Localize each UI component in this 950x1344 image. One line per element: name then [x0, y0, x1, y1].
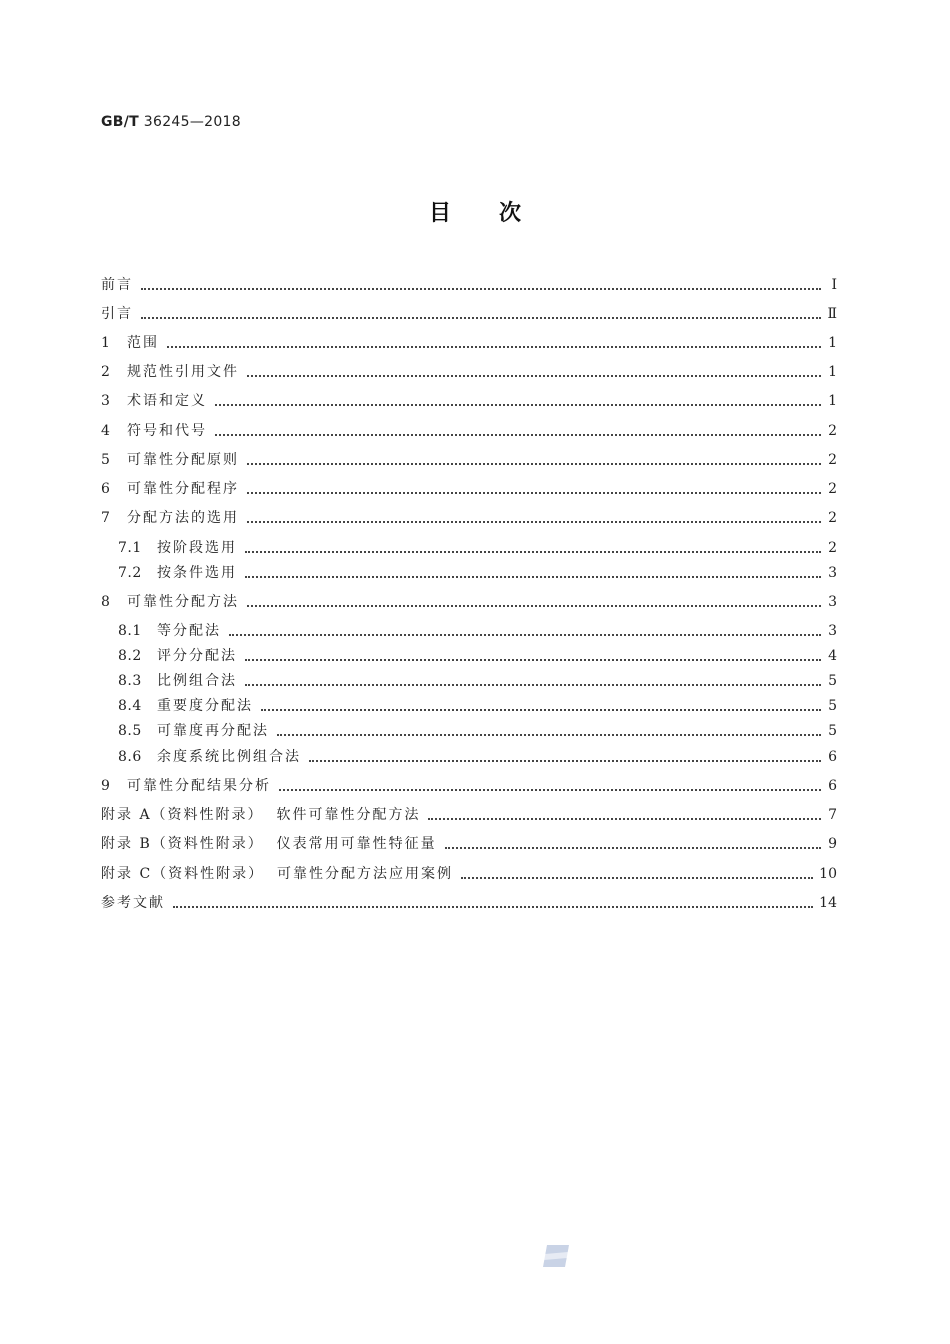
toc-entry-number: 7.1	[118, 540, 142, 556]
toc-entry-page: 4	[828, 648, 837, 664]
toc-leader-dots	[215, 420, 821, 442]
toc-entry-page: 1	[828, 364, 837, 380]
toc-leader-dots	[247, 478, 821, 500]
toc-entry-label: 重要度分配法	[157, 698, 253, 714]
toc-leader-dots	[247, 507, 821, 529]
toc-entry[interactable]	[118, 720, 837, 742]
toc-entry[interactable]	[101, 274, 837, 296]
toc-entry-label: 符号和代号	[127, 423, 207, 439]
toc-entry[interactable]	[118, 562, 837, 584]
toc-leader-dots	[445, 833, 821, 855]
toc-entry-label: 附录 B（资料性附录） 仪表常用可靠性特征量	[101, 836, 437, 852]
toc-entry-label: 范围	[127, 335, 159, 351]
toc-entry[interactable]	[101, 449, 837, 471]
toc-entry-label: 可靠性分配结果分析	[127, 778, 271, 794]
toc-entry-label: 可靠性分配方法	[127, 594, 239, 610]
toc-entry-page: 3	[828, 623, 837, 639]
toc-entry-page: Ⅱ	[827, 306, 837, 322]
toc-leader-dots	[245, 645, 821, 667]
toc-entry-page: 6	[828, 778, 837, 794]
toc-entry-number: 8.1	[118, 623, 142, 639]
toc-leader-dots	[428, 804, 821, 826]
toc-entry-page: 5	[828, 723, 837, 739]
toc-entry-number: 8.5	[118, 723, 142, 739]
toc-entry-number: 9	[101, 778, 111, 794]
toc-entry-page: 14	[819, 895, 837, 911]
toc-entry[interactable]	[118, 695, 837, 717]
toc-entry-label: 附录 C（资料性附录） 可靠性分配方法应用案例	[101, 866, 454, 882]
toc-entry-label: 等分配法	[157, 623, 221, 639]
toc-leader-dots	[461, 863, 813, 885]
toc-leader-dots	[167, 332, 821, 354]
toc-entry-number: 8.6	[118, 749, 142, 765]
toc-leader-dots	[173, 892, 813, 914]
toc-entry[interactable]	[101, 591, 837, 613]
toc-entry-page: Ⅰ	[831, 277, 837, 293]
toc-entry-number: 7	[101, 510, 111, 526]
toc-entry-page: 10	[819, 866, 837, 882]
toc-entry[interactable]	[101, 804, 837, 826]
toc-leader-dots	[245, 562, 821, 584]
toc-entry-page: 2	[828, 423, 837, 439]
toc-entry-page: 2	[828, 540, 837, 556]
toc-entry[interactable]	[101, 332, 837, 354]
sac-logo-icon	[541, 1243, 571, 1269]
toc-entry-number: 6	[101, 481, 111, 497]
toc-leader-dots	[277, 720, 821, 742]
toc-leader-dots	[247, 361, 821, 383]
toc-entry-page: 1	[828, 393, 837, 409]
toc-entry-label: 可靠度再分配法	[157, 723, 269, 739]
toc-entry[interactable]	[101, 361, 837, 383]
toc-entry[interactable]	[101, 420, 837, 442]
toc-entry[interactable]	[118, 620, 837, 642]
toc-entry[interactable]	[101, 892, 837, 914]
toc-entry-page: 2	[828, 481, 837, 497]
toc-entry-label: 可靠性分配程序	[127, 481, 239, 497]
toc-entry-number: 4	[101, 423, 111, 439]
toc-entry-page: 2	[828, 452, 837, 468]
toc-entry[interactable]	[118, 746, 837, 768]
toc-entry-label: 余度系统比例组合法	[157, 749, 301, 765]
toc-entry-label: 按条件选用	[157, 565, 237, 581]
toc-entry[interactable]	[101, 478, 837, 500]
toc-entry-number: 8.2	[118, 648, 142, 664]
toc-entry[interactable]	[101, 775, 837, 797]
toc-entry-label: 分配方法的选用	[127, 510, 239, 526]
toc-leader-dots	[279, 775, 821, 797]
toc-leader-dots	[245, 537, 821, 559]
toc-entry-number: 8	[101, 594, 111, 610]
toc-leader-dots	[141, 303, 821, 325]
toc-entry-label: 附录 A（资料性附录） 软件可靠性分配方法	[101, 807, 421, 823]
toc-entry[interactable]	[118, 670, 837, 692]
toc-entry[interactable]	[118, 537, 837, 559]
toc-entry-page: 5	[828, 673, 837, 689]
toc-entry-number: 8.3	[118, 673, 142, 689]
toc-entry[interactable]	[101, 390, 837, 412]
toc-entry-page: 1	[828, 335, 837, 351]
toc-entry-label: 前言	[101, 277, 133, 293]
toc-entry[interactable]	[101, 863, 837, 885]
toc-entry-label: 参考文献	[101, 895, 165, 911]
toc-entry-label: 比例组合法	[157, 673, 237, 689]
toc-entry-page: 6	[828, 749, 837, 765]
toc-entry-page: 7	[828, 807, 837, 823]
toc-entry-page: 3	[828, 565, 837, 581]
toc-entry-label: 术语和定义	[127, 393, 207, 409]
toc-entry-page: 3	[828, 594, 837, 610]
toc-leader-dots	[247, 591, 821, 613]
toc-entry[interactable]	[101, 833, 837, 855]
toc-entry-page: 9	[828, 836, 837, 852]
standard-number: 36245—2018	[143, 114, 241, 130]
toc-entry-number: 8.4	[118, 698, 142, 714]
toc-entry-label: 引言	[101, 306, 133, 322]
toc-entry-page: 5	[828, 698, 837, 714]
standard-prefix: GB/T	[101, 114, 140, 130]
toc-leader-dots	[141, 274, 821, 296]
toc-entry-label: 可靠性分配原则	[127, 452, 239, 468]
toc-entry-number: 2	[101, 364, 111, 380]
toc-leader-dots	[215, 390, 821, 412]
toc-leader-dots	[309, 746, 821, 768]
toc-entry[interactable]	[101, 303, 837, 325]
toc-leader-dots	[247, 449, 821, 471]
toc-entry-number: 7.2	[118, 565, 142, 581]
toc-leader-dots	[261, 695, 821, 717]
toc-leader-dots	[245, 670, 821, 692]
toc-entry-label: 按阶段选用	[157, 540, 237, 556]
toc-entry-number: 5	[101, 452, 111, 468]
toc-entry[interactable]	[101, 507, 837, 529]
standard-code	[101, 114, 241, 130]
toc-leader-dots	[229, 620, 821, 642]
toc-entry-label: 规范性引用文件	[127, 364, 239, 380]
toc-entry-number: 1	[101, 335, 111, 351]
toc-title: 目次	[428, 201, 569, 226]
toc-entry-number: 3	[101, 393, 111, 409]
toc-entry-page: 2	[828, 510, 837, 526]
toc-entry[interactable]	[118, 645, 837, 667]
toc-entry-label: 评分分配法	[157, 648, 237, 664]
